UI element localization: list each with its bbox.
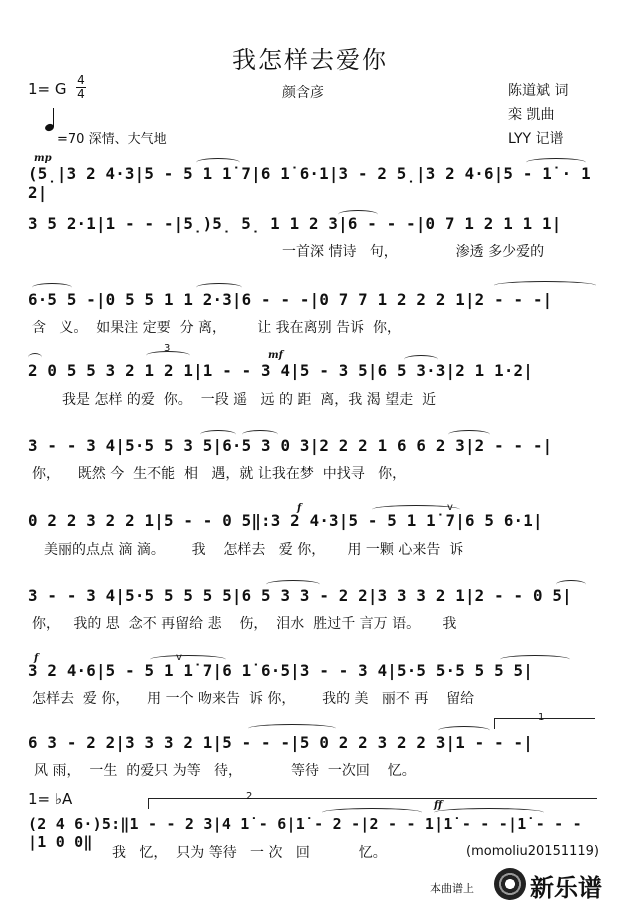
slur <box>556 580 586 589</box>
score-line-9: 6 3 - 2 2|3 3 3 2 1|5 - - -|5 0 2 2 3 2 2 3|1 - - -| <box>28 733 533 752</box>
slur <box>200 430 236 439</box>
breath-mark: v <box>447 502 453 513</box>
score-line-5: 3 - - 3 4|5·5 5 3 5|6·5 3 0 3|2 2 2 1 6 6 2 3|2 - - -| <box>28 436 553 455</box>
quarter-note-icon <box>44 123 55 133</box>
tie <box>28 353 42 362</box>
tie <box>248 724 336 733</box>
tempo-marking: =70 深情、大气地 <box>57 132 167 147</box>
slur <box>438 726 490 735</box>
key-signature: 1= G <box>28 80 67 98</box>
lyric-line-6: 美丽的点点 滴 滴。 我 怎样去 爱 你， 用 一颗 心来告 诉 <box>44 542 464 558</box>
lyric-line-7: 你， 我的 思 念不 再留给 悲 伤， 泪水 胜过千 言万 语。 我 <box>32 616 457 632</box>
score-line-8: 3 2 4·6|5 - 5 1 1̇ 7|6 1̇ 6·5|3 - - 3 4|5·5 5·5 5 5 5| <box>28 661 533 680</box>
time-signature-bottom: 4 <box>77 87 85 101</box>
lyric-line-9: 风 雨， 一生 的爱只 为等 待， 等待 一次回 忆。 <box>34 763 416 779</box>
score-line-2: 3 5 2·1|1 - - -|5̣)5̣ 5̣ 1 1 2 3|6 - - -|0 7 1 2 1 1 1| <box>28 214 562 233</box>
slur <box>150 655 226 664</box>
footer-note: 本曲谱上 <box>430 882 474 895</box>
lyric-line-8: 怎样去 爱 你， 用 一个 吻来告 诉 你， 我的 美 丽不 再 留给 <box>32 691 475 707</box>
key-change: 1= ♭A <box>28 790 73 808</box>
dynamic-mf: mf <box>268 350 283 361</box>
lyric-line-5: 你， 既然 今 生不能 相 遇，就 让我在梦 中找寻 你， <box>32 466 407 482</box>
time-signature <box>76 74 86 100</box>
slur <box>32 283 72 292</box>
vinyl-record-icon <box>494 868 526 900</box>
slur <box>404 355 438 364</box>
score-line-7: 3 - - 3 4|5·5 5 5 5 5|6 5 3 3 - 2 2|3 3 3 2 1|2 - - 0 5| <box>28 586 572 605</box>
lyric-line-10: 我 忆， 只为 等待 一 次 回 忆。 <box>112 845 387 861</box>
transcriber-credit: LYY 记谱 <box>508 131 564 147</box>
lyric-line-4: 我是 怎样 的爱 你。 一段 遥 远 的 距 离，我 渴 望走 近 <box>62 392 437 408</box>
slur <box>500 655 570 664</box>
singer: 颜含彦 <box>282 85 324 101</box>
tie <box>434 808 544 817</box>
dynamic-ff: ff <box>434 800 443 811</box>
song-title: 我怎样去爱你 <box>232 46 388 74</box>
dynamic-f: f <box>297 503 302 514</box>
score-line-1: (5̣|3 2 4·3|5 - 5 1 1̇ 7|6 1̇ 6·1|3 - 2 5̣|3 2 4·6|5 - 1̇ · 1 2| <box>28 164 591 202</box>
volta-2-number: 2 <box>246 791 253 802</box>
lyric-line-2: 一首深 情诗 句， 渗透 多少爱的 <box>282 244 545 260</box>
slur <box>266 580 320 589</box>
slur <box>196 158 240 167</box>
lyricist-credit: 陈道斌 词 <box>508 83 569 99</box>
brand-logo[interactable]: 新乐谱 <box>530 874 602 902</box>
copyright-note: (momoliu20151119) <box>466 844 600 859</box>
composer-credit: 栾 凯曲 <box>508 107 555 123</box>
triplet-number: 3 <box>164 343 171 354</box>
lyric-line-3: 含 义。 如果注 定要 分 离， 让 我在离别 告诉 你， <box>32 320 402 336</box>
breath-mark: v <box>176 652 182 663</box>
score-line-6: 0 2 2 3 2 2 1|5 - - 0 5‖:3 2 4·3|5 - 5 1 1̇ 7|6 5 6·1| <box>28 511 543 530</box>
score-line-3: 6·5 5 -|0 5 5 1 1 2·3|6 - - -|0 7 7 1 2 2 2 1|2 - - -| <box>28 290 553 309</box>
slur <box>448 430 490 439</box>
slur <box>526 158 586 167</box>
slur <box>196 283 242 292</box>
slur <box>242 430 278 439</box>
score-line-4: 2 0 5 5 3 2 1 2 1|1 - - 3 4|5 - 3 5|6 5 3·3|2 1 1·2| <box>28 361 533 380</box>
volta-1 <box>494 718 595 729</box>
tie <box>494 281 596 290</box>
tie <box>322 808 422 817</box>
slur <box>338 210 378 219</box>
dynamic-mp: mp <box>34 153 52 164</box>
dynamic-f-2: f <box>34 653 39 664</box>
score-line-10: (2 4 6·)5:‖1 - - 2 3|4 1̇ - 6|1̇ - 2 -|2 - - 1̇|1̇ - - -|1̇ - - -|1 0 0‖ <box>28 815 582 851</box>
volta-1-number: 1 <box>538 712 545 723</box>
time-signature-top: 4 <box>77 73 85 87</box>
